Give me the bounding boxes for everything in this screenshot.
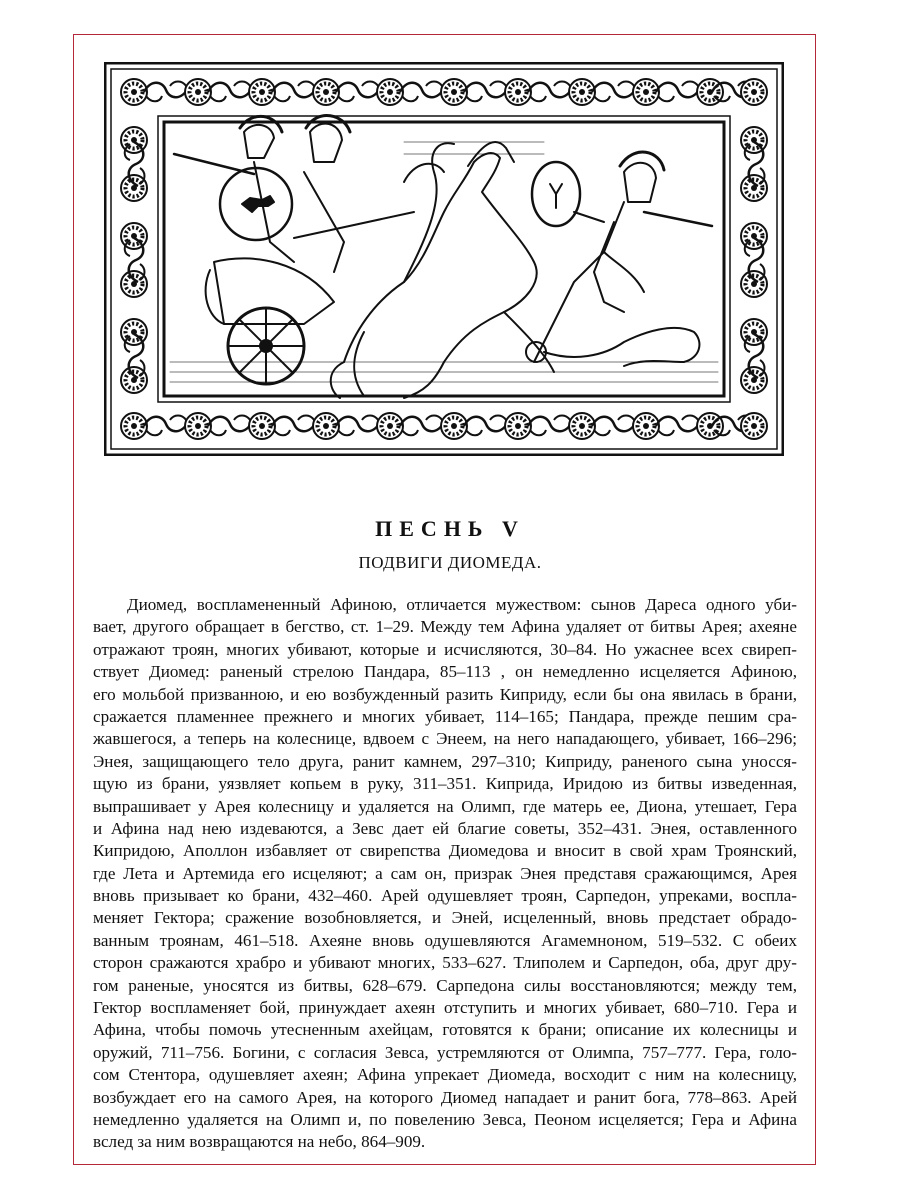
chapter-title: ПЕСНЬ V <box>375 516 525 541</box>
summary-line: выпрашивает у Арея колесницу и удаляется на Олимп, где матерь ее, Диона, утешает, Гера <box>93 796 797 816</box>
summary-line: Энея, защищающего тело друга, ранит камнем, 297–310; Киприду, раненого сына уносся- <box>93 751 797 771</box>
summary-line: где Лета и Артемида его исцеляют; а сам он, призрак Энея представя сражающимся, Арея <box>93 863 797 883</box>
summary-line: сражается пламеннее прежнего и многих убивает, 114–165; Пандара, прежде пешим сра- <box>93 706 797 726</box>
summary-line: Гектор воспламеняет бой, принуждает ахеян отступить и многих убивает, 680–710. Гера и <box>93 998 797 1018</box>
summary-line: ванным троянам, 461–518. Ахеяне вновь одушевляются Агамемноном, 519–532. С обеих <box>93 930 797 950</box>
summary-line: отражают троян, многих убивают, которые и исчисляются, 30–84. Но ужаснее всех свиреп- <box>93 639 797 659</box>
summary-line: оружий, 711–756. Богини, с согласия Зевса, устремляются от Олимпа, 757–777. Гера, голо- <box>93 1042 797 1062</box>
summary-line: Афина, чтобы помочь утесненным ахейцам, готовятся к брани; описание их колесницы и <box>93 1020 797 1040</box>
summary-line: и Афина над нею издеваются, а Зевс дает ей благие советы, 352–431. Энея, оставленного <box>93 818 797 838</box>
summary-line: сом Стентора, одушевляет ахеян; Афина упрекает Диомеда, восходит с ним на колесницу, <box>93 1065 797 1085</box>
summary-line: вновь призывает ко брани, 432–460. Арей одушевляет троян, Сарпедон, упреками, воспла- <box>93 886 797 906</box>
summary-line: ствует Диомед: раненый стрелою Пандара, 85–113 , он немедленно исцеляется Афиною, <box>93 662 797 682</box>
summary-line: его мольбой призванною, и ею возбужденный разить Киприду, если бы она явилась в брани, <box>93 684 797 704</box>
summary-line: вслед за ним возвращаются на небо, 864–909. <box>93 1132 426 1152</box>
summary-line: жавшегося, а теперь на колеснице, вдвоем с Энеем, на него нападающего, убивает, 166–296; <box>93 729 797 749</box>
summary-line: щую из брани, уязвляет копьем в руку, 311–351. Киприда, Иридою из битвы изведенная, <box>93 774 797 794</box>
summary-line: Кипридою, Аполлон избавляет от свирепства Диомедова и вносит в свой храм Троянский, <box>93 841 797 861</box>
summary-line: меняет Гектора; сражение возобновляется, и Эней, исцеленный, вновь предстает обрадо- <box>93 908 797 928</box>
summary-line: возбуждает его на самого Арея, на которого Диомед нападает и ранит бога, 778–863. Арей <box>93 1087 797 1107</box>
summary-line: Диомед, воспламененный Афиною, отличается мужеством: сынов Дареса одного уби- <box>127 595 797 614</box>
chapter-illustration <box>104 62 784 456</box>
chapter-summary <box>93 594 797 1154</box>
summary-line: немедленно удаляется на Олимп и, по повелению Зевса, Пеоном исцеляется; Гера и Афина <box>93 1109 797 1129</box>
summary-line: вает, другого обращает в бегство, ст. 1–29. Между тем Афина удаляет от битвы Арея; ахеяне <box>93 617 797 637</box>
summary-line: сторон сражаются храбро и убивают многих, 533–627. Тлиполем и Сарпедон, оба, друг дру- <box>93 953 797 973</box>
summary-line: гом раненые, уносятся из битвы, 628–679. Сарпедона силы восстановляются; между тем, <box>93 975 797 995</box>
chapter-subtitle: ПОДВИГИ ДИОМЕДА. <box>358 553 542 572</box>
